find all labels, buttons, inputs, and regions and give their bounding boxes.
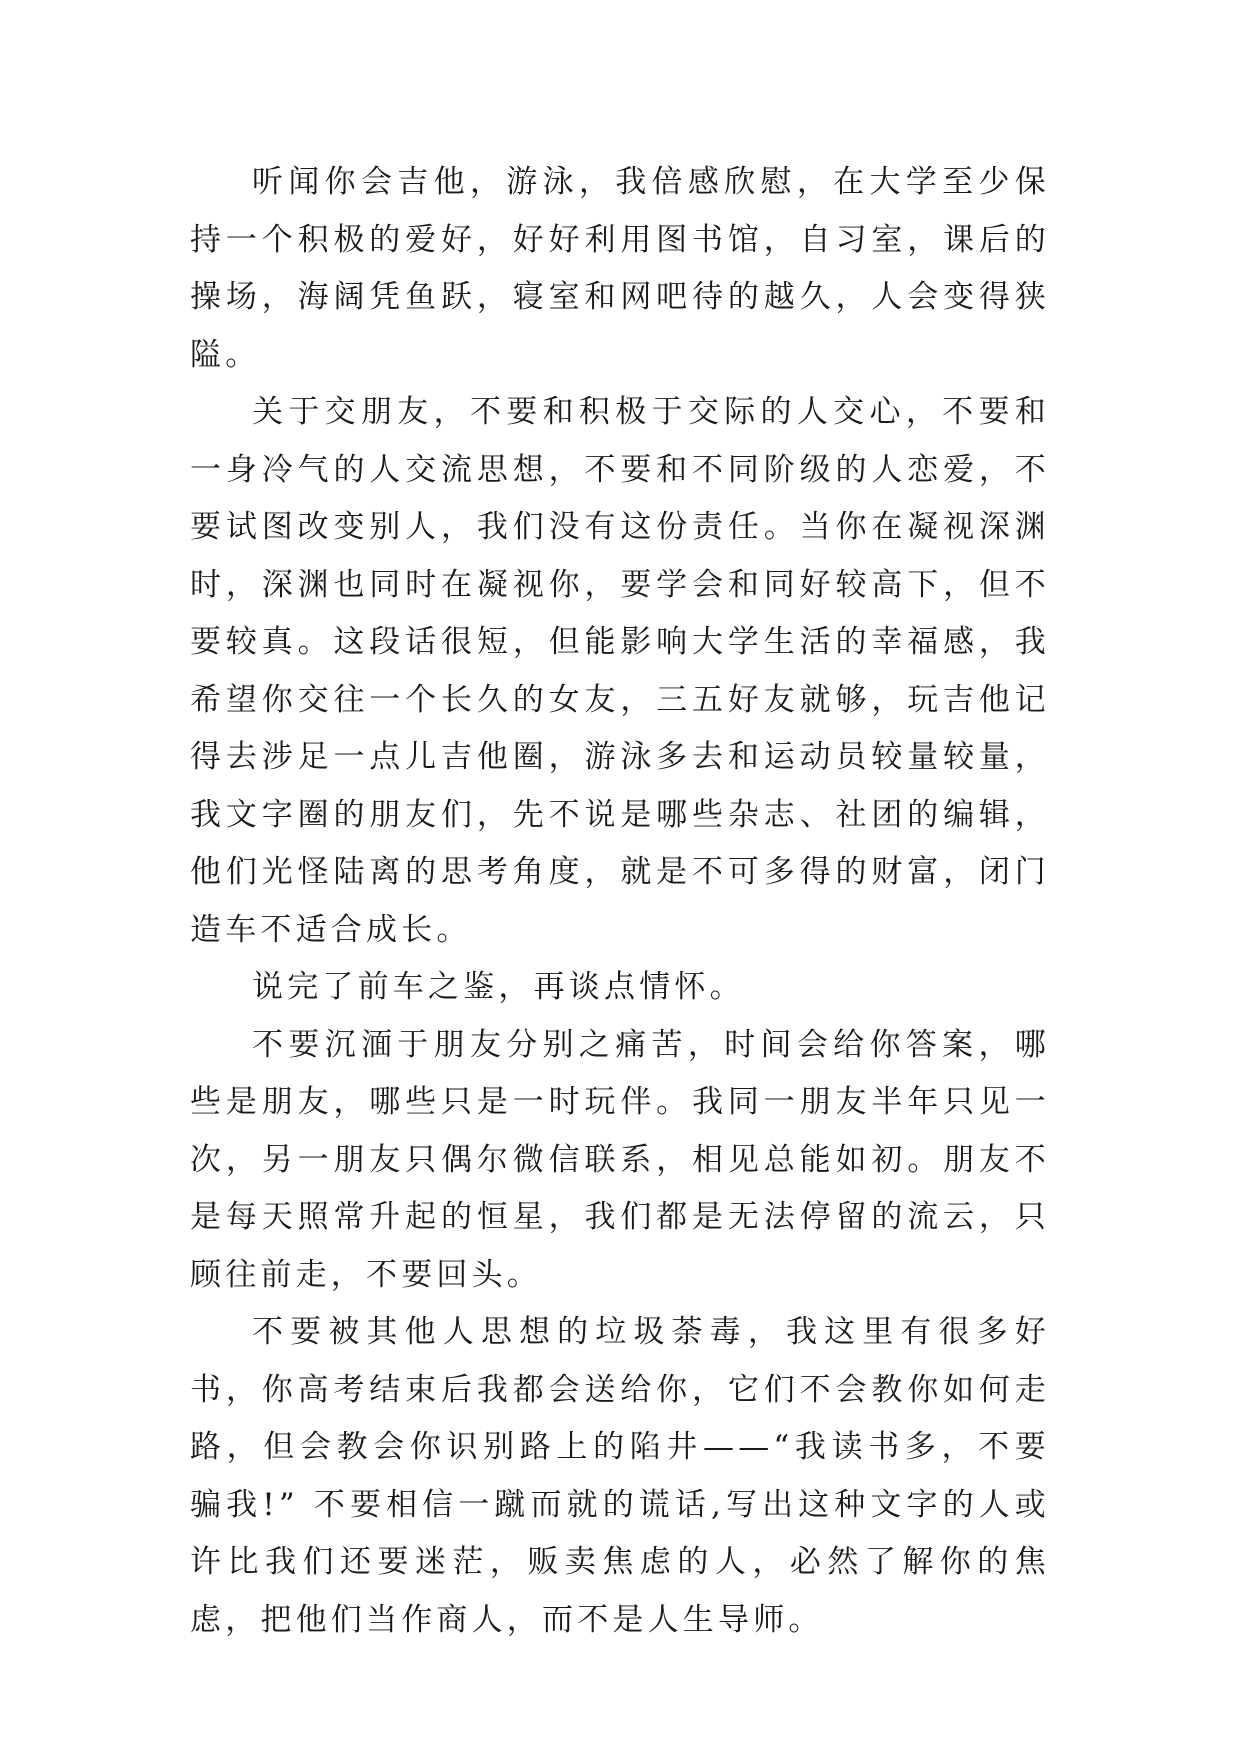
paragraph-transition: 说完了前车之鉴，再谈点情怀。 bbox=[252, 969, 745, 1005]
paragraph-friendship: 关于交朋友，不要和积极于交际的人交心，不要和一身冷气的人交流思想，不要和不同阶级的人恋爱，不要试图改变别人，我们没有这份责任。当你在凝视深渊时，深渊也同时在凝视你，要学会和同好较高下，但不要较真。这段话很短，但能影响大学生活的幸福感，我希望你交往一个长久的女友，三五好友就够，玩吉他记得去涉足一点儿吉他圈，游泳多去和运动员较量较量，我文字圈的朋友们，先不说是哪些杂志、社团的编辑，他们光怪陆离的思考角度，就是不可多得的财富，闭门造车不适合成长。 bbox=[190, 394, 1050, 948]
paragraph-parting: 不要沉湎于朋友分别之痛苦，时间会给你答案，哪些是朋友，哪些只是一时玩伴。我同一朋友半年只见一次，另一朋友只偶尔微信联系，相见总能如初。朋友不是每天照常升起的恒星，我们都是无法停留的流云，只顾往前走，不要回头。 bbox=[190, 1026, 1050, 1293]
paragraph-hobbies: 听闻你会吉他，游泳，我倍感欣慰，在大学至少保持一个积极的爱好，好好利用图书馆，自习室，课后的操场，海阔凭鱼跃，寝室和网吧待的越久，人会变得狭隘。 bbox=[190, 164, 1050, 373]
document-body bbox=[190, 154, 1050, 1649]
paragraph-books: 不要被其他人思想的垃圾荼毒，我这里有很多好书，你高考结束后我都会送给你，它们不会教你如何走路，但会教会你识别路上的陷井——“我读书多，不要骗我!” 不要相信一蹴而就的谎话,写出这种文字的人或许比我们还要迷茫，贩卖焦虑的人，必然了解你的焦虑，把他们当作商人，而不是人生导师。 bbox=[190, 1314, 1050, 1638]
